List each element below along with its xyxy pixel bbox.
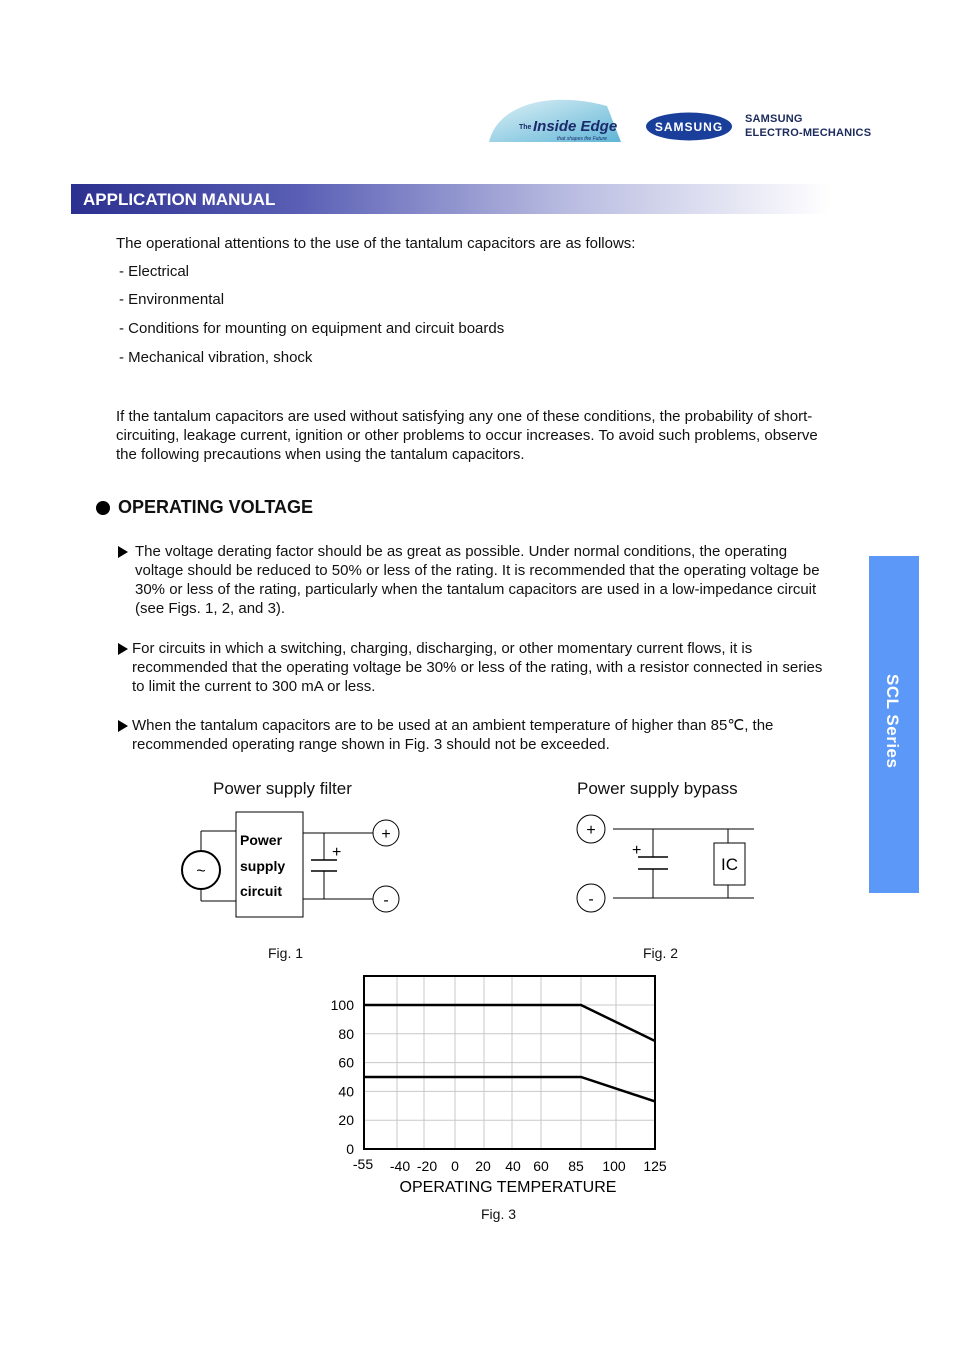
y-tick-label: 40 xyxy=(338,1083,354,1100)
list-item: - Electrical xyxy=(119,263,190,280)
page-title: APPLICATION MANUAL xyxy=(83,190,276,209)
x-tick-label: 125 xyxy=(643,1158,667,1174)
bullet-item xyxy=(118,716,823,754)
y-tick-label: 100 xyxy=(330,997,354,1013)
triangle-bullet-icon xyxy=(118,546,128,558)
svg-text:-: - xyxy=(588,891,594,908)
bullet-item xyxy=(118,542,830,618)
svg-text:Inside Edge: Inside Edge xyxy=(533,118,618,135)
bullet-text: The voltage derating factor should be as great as possible. Under normal conditions, the operating voltage should be reduced to 50% or less of the rating. It is recommended that the operating voltage be 30% or less of the rating, particularly when the tantalum capacitors are used in a low-impedance circuit (see Figs. 1, 2, and 3). xyxy=(135,543,820,617)
list-item: - Conditions for mounting on equipment and circuit boards xyxy=(119,320,505,337)
samsung-logo xyxy=(645,111,733,142)
x-tick-label: -20 xyxy=(416,1158,438,1174)
svg-text:+: + xyxy=(586,822,596,839)
svg-text:supply: supply xyxy=(240,858,286,874)
x-tick-label: 60 xyxy=(533,1158,549,1174)
list-item: - Mechanical vibration, shock xyxy=(119,349,313,366)
samsung-electro-mechanics-wordmark xyxy=(745,112,871,140)
fig2-caption: Fig. 2 xyxy=(643,945,679,961)
wordmark-line2: ELECTRO-MECHANICS xyxy=(745,127,872,139)
svg-text:Power: Power xyxy=(240,832,283,848)
x-tick-label: -40 xyxy=(389,1158,411,1174)
list-item: - Environmental xyxy=(119,291,225,308)
y-tick-label: 80 xyxy=(338,1025,354,1042)
triangle-bullet-icon xyxy=(118,720,128,732)
fig1-caption: Fig. 1 xyxy=(268,945,304,961)
intro-lead: The operational attentions to the use of the tantalum capacitors are as follows: xyxy=(116,235,636,252)
fig3-caption: Fig. 3 xyxy=(481,1206,517,1222)
side-tab-label: SCL Series xyxy=(883,674,902,769)
bullet-text: When the tantalum capacitors are to be used at an ambient temperature of higher than 85℃, the recommended operating range shown in Fig. 3 should not be exceeded. xyxy=(132,717,774,753)
svg-text:-: - xyxy=(383,892,389,909)
svg-text:+: + xyxy=(381,826,391,843)
section-title-text: OPERATING VOLTAGE xyxy=(118,497,314,517)
svg-text:circuit: circuit xyxy=(240,883,283,899)
svg-text:The: The xyxy=(519,124,532,131)
x-tick-label: 100 xyxy=(602,1158,626,1174)
svg-text:~: ~ xyxy=(196,863,206,880)
section-header-bar xyxy=(71,184,831,214)
x-tick-label: -55 xyxy=(352,1156,374,1172)
fig1-circuit-diagram xyxy=(175,805,410,925)
series-line-1 xyxy=(364,1005,655,1041)
fig3-derating-chart xyxy=(320,970,680,1200)
svg-text:+: + xyxy=(632,842,642,859)
y-tick-label: 0 xyxy=(346,1141,354,1157)
section-title xyxy=(96,497,313,518)
fig2-circuit-diagram xyxy=(570,805,760,925)
fig1-title: Power supply filter xyxy=(213,779,352,798)
side-tab xyxy=(869,556,919,893)
y-tick-label: 60 xyxy=(338,1054,354,1071)
fig2-title: Power supply bypass xyxy=(577,779,738,798)
bullet-item xyxy=(118,639,823,696)
svg-text:IC: IC xyxy=(721,855,738,874)
triangle-bullet-icon xyxy=(118,643,128,655)
x-tick-label: 85 xyxy=(568,1158,584,1174)
svg-text:+: + xyxy=(332,844,342,861)
svg-text:SAMSUNG: SAMSUNG xyxy=(654,120,724,134)
inside-edge-logo xyxy=(487,96,627,144)
x-tick-label: 0 xyxy=(451,1158,459,1174)
x-tick-label: 20 xyxy=(475,1158,491,1174)
x-tick-label: 40 xyxy=(505,1158,521,1174)
warning-paragraph: If the tantalum capacitors are used without satisfying any one of these conditions, the probability of short-circuiting, leakage current, ignition or other problems to occur increases. To avoid such problems, observe the following precautions when using the tantalum capacitors. xyxy=(116,408,818,463)
y-tick-label: 20 xyxy=(338,1112,354,1129)
series-line-2 xyxy=(364,1077,655,1101)
x-axis-label: OPERATING TEMPERATURE xyxy=(399,1179,617,1196)
bullet-dot-icon xyxy=(96,501,110,515)
wordmark-line1: SAMSUNG xyxy=(745,113,803,125)
bullet-text: For circuits in which a switching, charging, discharging, or other momentary current flows, it is recommended that the operating voltage be 30% or less of the rating, with a resistor connected in series to limit the current to 300 mA or less. xyxy=(132,640,823,695)
svg-text:that shapes the Future: that shapes the Future xyxy=(557,136,608,142)
